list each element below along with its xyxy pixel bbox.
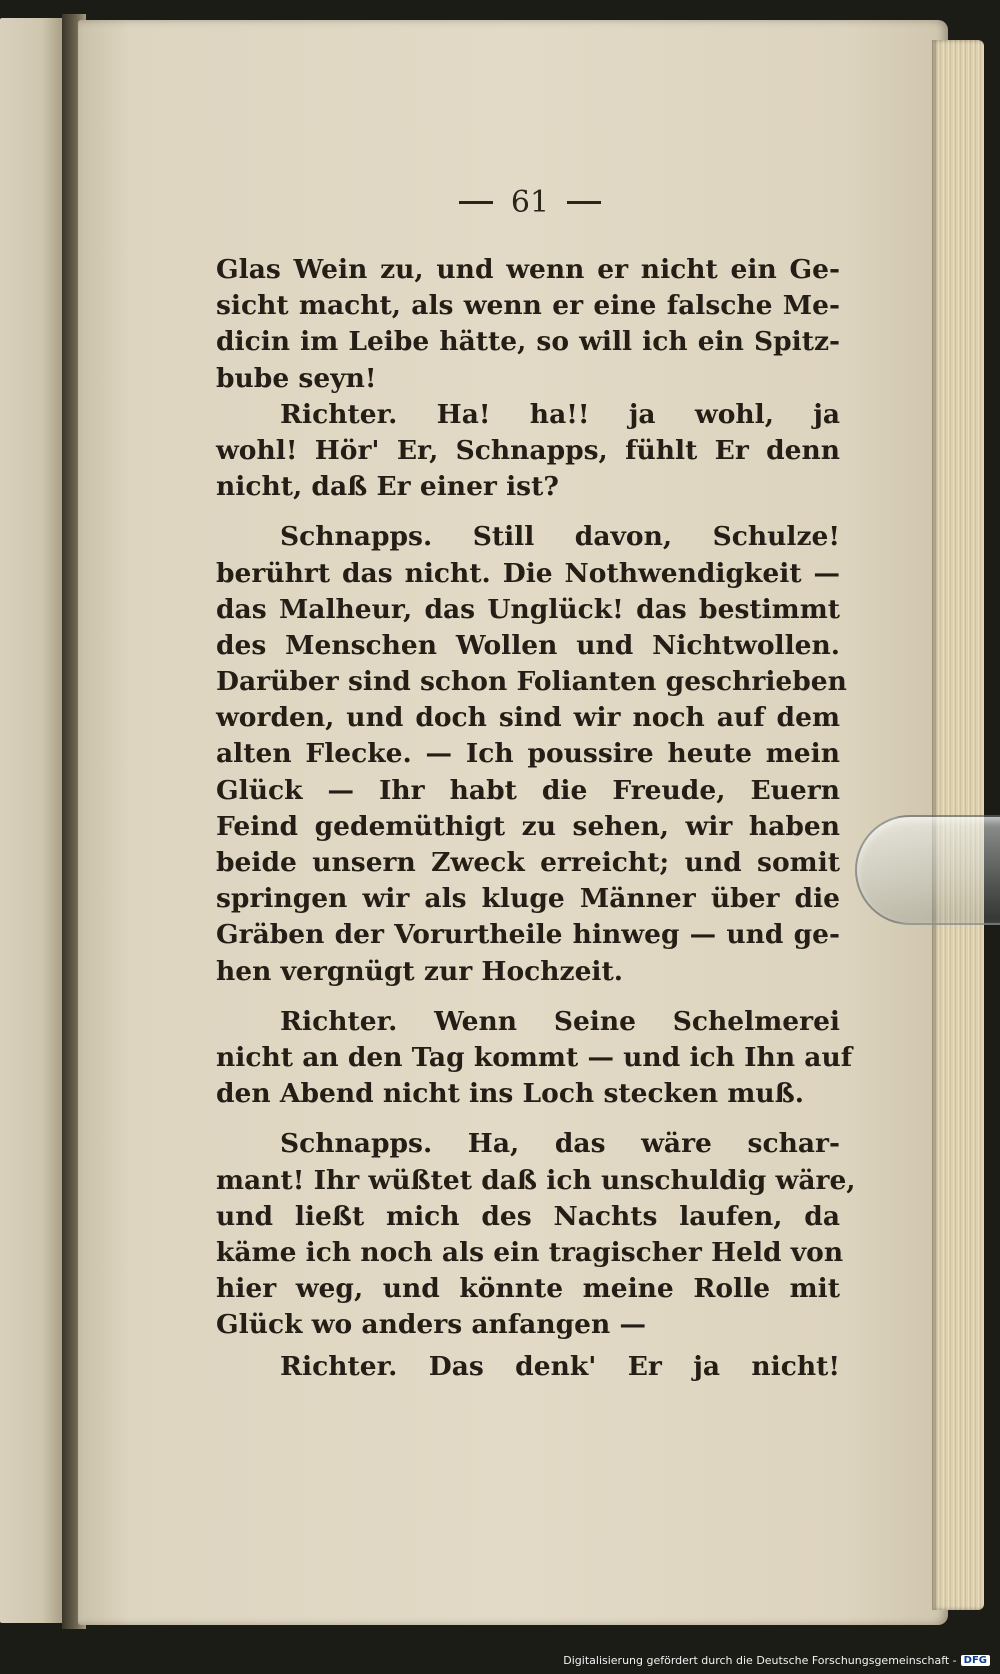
page-text [216,252,856,1386]
left-page-edge [0,18,70,1623]
text-line: das Malheur, das Unglück! das bestimmt [216,593,840,625]
speech-richter: Richter. Ha! ha!! ja wohl, ja [280,398,840,430]
text-line: käme ich noch als ein tragischer Held von [216,1236,844,1268]
text-line: mant! Ihr wüßtet daß ich unschuldig wäre, [216,1164,856,1196]
text-line: alten Flecke. — Ich poussire heute mein [216,738,840,770]
text-line: Darüber sind schon Folianten geschrieben [216,666,847,698]
dfg-logo: DFG [961,1655,990,1666]
text-line: wohl! Hör' Er, Schnapps, fühlt Er denn [216,434,840,466]
text-line: beide unsern Zweck erreicht; und somit [216,847,840,878]
text-line: hier weg, und könnte meine Rolle mit [216,1273,840,1305]
speech-schnapps: Schnapps. Ha, das wäre schar- [280,1128,840,1160]
text-line: berührt das nicht. Die Nothwendigkeit — [216,557,840,589]
speech-schnapps: Schnapps. Still davon, Schulze! [280,521,840,553]
text-line: nicht an den Tag kommt — und ich Ihn auf [216,1041,853,1073]
speech-richter: Richter. Wenn Seine Schelmerei [280,1005,840,1037]
header-dash-left [459,201,493,204]
speech-richter: Richter. Das denk' Er ja nicht! [280,1351,840,1383]
text-line: Gräben der Vorurtheile hinweg — und ge- [216,919,840,951]
text-line: und ließt mich des Nachts laufen, da [216,1200,840,1232]
page-header [440,180,620,224]
text-line: bube seyn! [216,362,377,394]
page-number: 61 [510,184,550,220]
text-line: dicin im Leibe hätte, so will ich ein Spitz- [216,326,840,358]
text-line: Glück wo anders anfangen — [216,1309,646,1341]
text-line: den Abend nicht ins Loch stecken muß. [216,1078,805,1110]
text-line: Glück — Ihr habt die Freude, Euern [216,774,840,806]
text-line: Feind gedemüthigt zu sehen, wir haben [216,810,840,842]
text-line: worden, und doch sind wir noch auf dem [216,702,840,734]
credit-text: Digitalisierung gefördert durch die Deutsche Forschungsgemeinschaft - [563,1653,957,1667]
page-holder-clip [855,815,1000,925]
text-line: Glas Wein zu, und wenn er nicht ein Ge- [216,254,840,285]
text-line: hen vergnügt zur Hochzeit. [216,955,623,987]
text-line: des Menschen Wollen und Nichtwollen. [216,629,840,661]
text-line: springen wir als kluge Männer über die [216,883,840,915]
text-line: sicht macht, als wenn er eine falsche Me- [216,290,840,322]
header-dash-right [567,201,601,204]
digitization-credit [563,1650,990,1670]
text-line: nicht, daß Er einer ist? [216,471,559,503]
